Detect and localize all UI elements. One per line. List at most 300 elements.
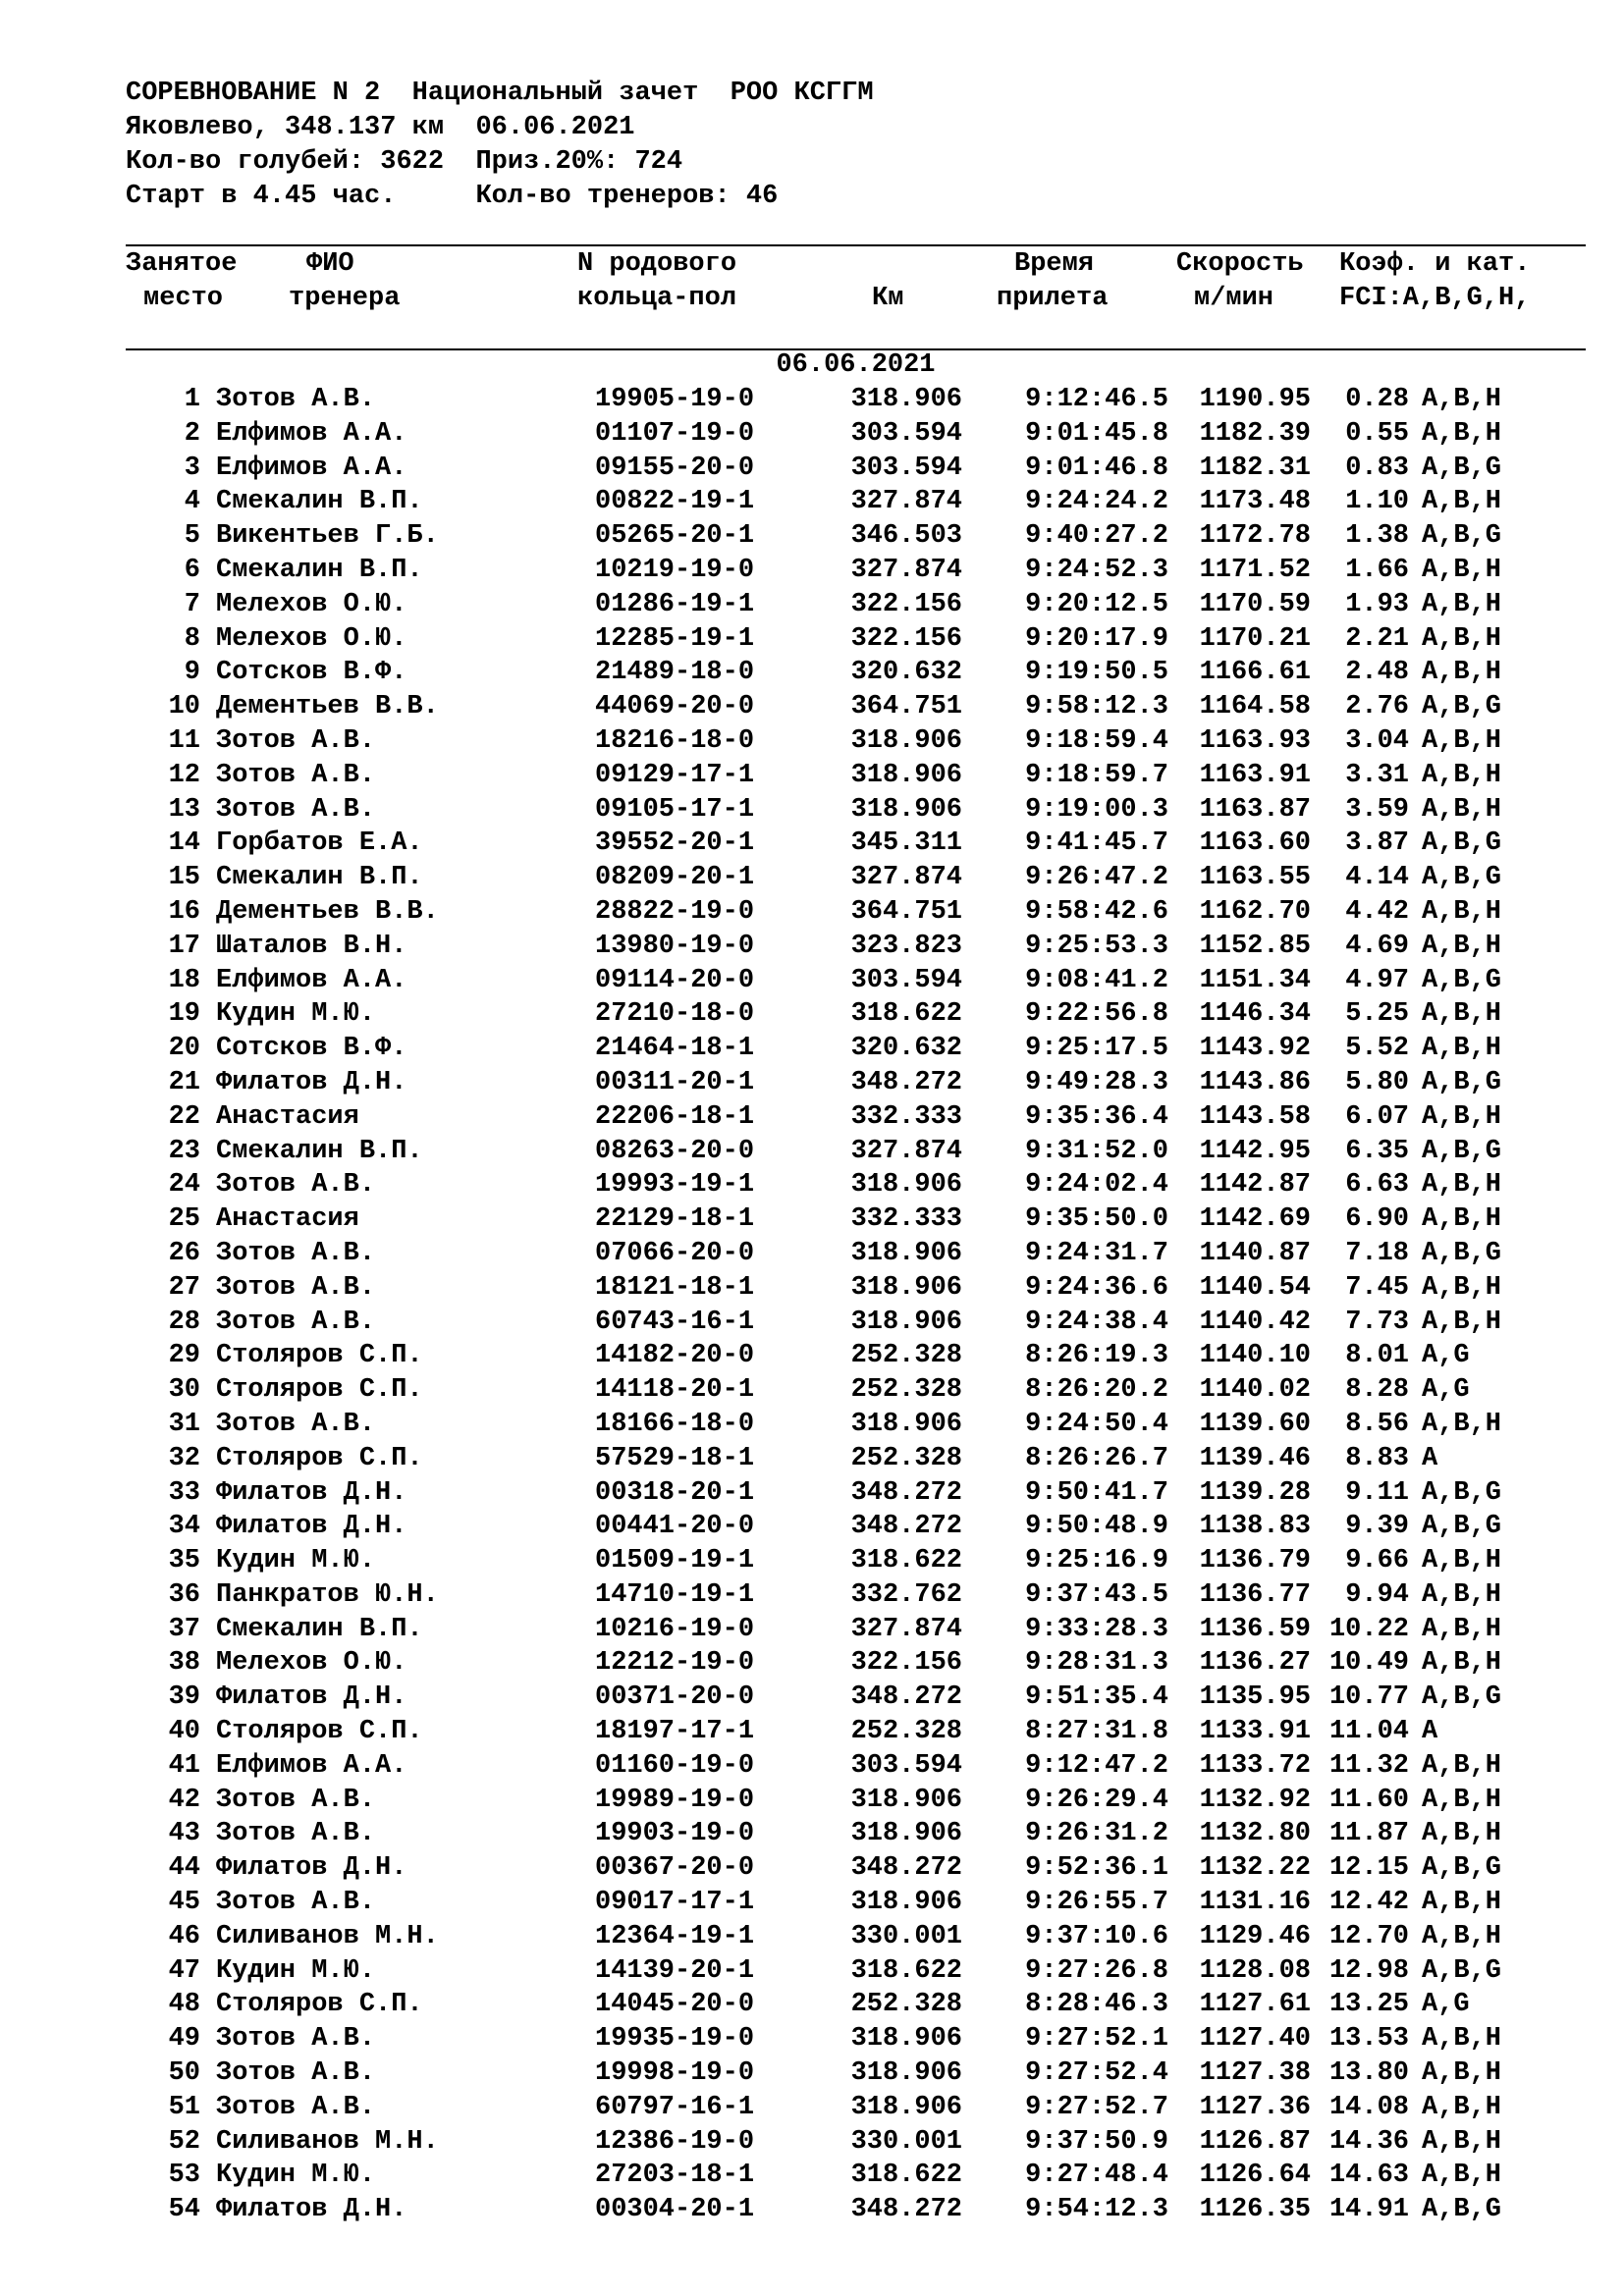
distance-km: 318.906 [850,2092,962,2122]
speed-value: 1140.42 [1199,1307,1311,1337]
fci-category: A,B,H [1422,385,1502,414]
arrival-time: 9:19:50.5 [1025,658,1168,688]
arrival-time: 9:24:50.4 [1025,1409,1168,1439]
place-number: 46 [168,1921,200,1951]
fci-category: A,B,H [1422,487,1502,517]
coefficient: 11.04 [1328,1717,1409,1747]
col-header-ring-1: N родового [577,249,737,279]
fci-category: A,B,H [1422,931,1502,961]
col-header-speed-1: Скорость [1176,249,1304,279]
trainer-name: Шаталов В.Н. [216,931,407,961]
coefficient: 1.66 [1345,555,1409,585]
trainer-name: Зотов А.В. [216,1307,376,1337]
table-row [0,417,1624,452]
fci-category: A,B,H [1422,2058,1502,2089]
speed-value: 1152.85 [1199,931,1311,961]
coefficient: 14.91 [1328,2195,1409,2225]
place-number: 21 [168,1067,200,1097]
trainer-name: Сотсков В.Ф. [216,658,407,688]
place-number: 5 [184,521,200,552]
trainer-name: Зотов А.В. [216,1409,376,1439]
speed-value: 1136.59 [1199,1614,1311,1644]
coefficient: 4.42 [1345,896,1409,927]
place-number: 22 [168,1101,200,1132]
speed-value: 1135.95 [1199,1682,1311,1713]
distance-km: 252.328 [850,1990,962,2020]
table-row [0,1408,1624,1442]
arrival-time: 9:26:55.7 [1025,1888,1168,1918]
arrival-time: 9:20:12.5 [1025,589,1168,619]
ring-number: 09129-17-1 [595,760,755,790]
distance-km: 318.906 [850,725,962,756]
arrival-time: 9:50:48.9 [1025,1512,1168,1542]
table-row [0,2159,1624,2193]
ring-number: 39552-20-1 [595,828,755,859]
distance-km: 346.503 [850,521,962,552]
fci-category: A,B,H [1422,1409,1502,1439]
table-row [0,1306,1624,1340]
distance-km: 364.751 [850,896,962,927]
arrival-time: 9:24:38.4 [1025,1307,1168,1337]
distance-km: 318.622 [850,999,962,1030]
coefficient: 5.25 [1345,999,1409,1030]
fci-category: A,B,G [1422,1853,1502,1884]
results-table [0,383,1624,2227]
place-number: 33 [168,1477,200,1508]
distance-km: 318.622 [850,1546,962,1576]
coefficient: 4.97 [1345,965,1409,995]
place-number: 40 [168,1717,200,1747]
coefficient: 1.38 [1345,521,1409,552]
table-row [0,930,1624,964]
table-row [0,861,1624,895]
fci-category: A,B,H [1422,999,1502,1030]
ring-number: 18216-18-0 [595,725,755,756]
fci-category: A,B,G [1422,1136,1502,1166]
place-number: 18 [168,965,200,995]
col-header-coef-2: FCI:A,B,G,H, [1339,284,1531,313]
table-row [0,1271,1624,1306]
arrival-time: 9:52:36.1 [1025,1853,1168,1884]
table-row [0,588,1624,622]
table-row [0,1646,1624,1681]
coefficient: 7.73 [1345,1307,1409,1337]
table-row [0,1749,1624,1784]
distance-km: 327.874 [850,487,962,517]
arrival-time: 8:26:19.3 [1025,1341,1168,1371]
distance-km: 318.906 [850,2058,962,2089]
speed-value: 1127.40 [1199,2024,1311,2055]
coefficient: 1.93 [1345,589,1409,619]
speed-value: 1139.60 [1199,1409,1311,1439]
place-number: 41 [168,1750,200,1781]
fci-category: A,B,H [1422,1546,1502,1576]
place-number: 42 [168,1785,200,1815]
place-number: 31 [168,1409,200,1439]
distance-km: 330.001 [850,1921,962,1951]
arrival-time: 9:24:31.7 [1025,1238,1168,1268]
col-header-name-2: тренера [289,284,401,313]
place-number: 15 [168,863,200,893]
fci-category: A,B,G [1422,453,1502,483]
speed-value: 1164.58 [1199,692,1311,722]
distance-km: 318.906 [850,1170,962,1201]
fci-category: A,B,H [1422,1204,1502,1235]
place-number: 51 [168,2092,200,2122]
trainer-name: Дементьев В.В. [216,896,439,927]
fci-category: A,B,H [1422,658,1502,688]
table-row [0,2022,1624,2056]
distance-km: 320.632 [850,658,962,688]
speed-value: 1173.48 [1199,487,1311,517]
arrival-time: 9:18:59.4 [1025,725,1168,756]
fci-category: A,B,H [1422,794,1502,825]
distance-km: 318.906 [850,1819,962,1849]
table-row [0,759,1624,793]
ring-number: 00311-20-1 [595,1067,755,1097]
trainer-name: Зотов А.В. [216,1785,376,1815]
coefficient: 9.11 [1345,1477,1409,1508]
place-number: 54 [168,2195,200,2225]
place-number: 7 [184,589,200,619]
arrival-time: 9:25:53.3 [1025,931,1168,961]
table-row [0,1202,1624,1237]
coefficient: 12.42 [1328,1888,1409,1918]
arrival-time: 8:26:26.7 [1025,1443,1168,1473]
arrival-time: 9:01:45.8 [1025,418,1168,449]
trainer-name: Столяров С.П. [216,1717,423,1747]
trainer-name: Викентьев Г.Б. [216,521,439,552]
speed-value: 1163.91 [1199,760,1311,790]
speed-value: 1162.70 [1199,896,1311,927]
fci-category: A,B,G [1422,1955,1502,1986]
coefficient: 14.08 [1328,2092,1409,2122]
place-number: 38 [168,1648,200,1679]
fci-category: A,B,H [1422,2092,1502,2122]
speed-value: 1132.80 [1199,1819,1311,1849]
ring-number: 21464-18-1 [595,1034,755,1064]
coefficient: 3.59 [1345,794,1409,825]
fci-category: A,B,H [1422,1307,1502,1337]
place-number: 26 [168,1238,200,1268]
arrival-time: 9:28:31.3 [1025,1648,1168,1679]
speed-value: 1163.93 [1199,725,1311,756]
fci-category: A,B,G [1422,1067,1502,1097]
coefficient: 7.18 [1345,1238,1409,1268]
col-header-name-1: ФИО [306,249,354,279]
coefficient: 14.36 [1328,2126,1409,2157]
ring-number: 01286-19-1 [595,589,755,619]
distance-km: 327.874 [850,1136,962,1166]
distance-km: 348.272 [850,1512,962,1542]
ring-number: 14139-20-1 [595,1955,755,1986]
fci-category: A,G [1422,1341,1470,1371]
table-row [0,690,1624,724]
fci-category: A,G [1422,1990,1470,2020]
col-header-time-1: Время [1014,249,1095,279]
fci-category: A,B,H [1422,1648,1502,1679]
trainer-name: Филатов Д.Н. [216,1067,407,1097]
distance-km: 318.906 [850,794,962,825]
table-row [0,1988,1624,2022]
ring-number: 00304-20-1 [595,2195,755,2225]
fci-category: A,B,H [1422,1614,1502,1644]
speed-value: 1139.28 [1199,1477,1311,1508]
ring-number: 18121-18-1 [595,1272,755,1303]
speed-value: 1140.10 [1199,1341,1311,1371]
ring-number: 19998-19-0 [595,2058,755,2089]
table-row [0,964,1624,998]
speed-value: 1127.36 [1199,2092,1311,2122]
fci-category: A,B,G [1422,521,1502,552]
trainer-name: Зотов А.В. [216,1888,376,1918]
speed-value: 1140.87 [1199,1238,1311,1268]
place-number: 9 [184,658,200,688]
table-row [0,1510,1624,1544]
arrival-time: 9:40:27.2 [1025,521,1168,552]
ring-number: 10216-19-0 [595,1614,755,1644]
distance-km: 327.874 [850,863,962,893]
table-row [0,622,1624,657]
speed-value: 1127.61 [1199,1990,1311,2020]
table-row [0,1100,1624,1135]
ring-number: 00318-20-1 [595,1477,755,1508]
fci-category: A,B,G [1422,1512,1502,1542]
speed-value: 1127.38 [1199,2058,1311,2089]
trainer-name: Столяров С.П. [216,1990,423,2020]
fci-category: A,B,G [1422,2195,1502,2225]
speed-value: 1182.31 [1199,453,1311,483]
arrival-time: 9:27:26.8 [1025,1955,1168,1986]
fci-category: A,B,H [1422,1888,1502,1918]
distance-km: 303.594 [850,965,962,995]
arrival-time: 9:12:47.2 [1025,1750,1168,1781]
speed-value: 1142.87 [1199,1170,1311,1201]
coefficient: 8.28 [1345,1375,1409,1406]
distance-km: 318.906 [850,1272,962,1303]
table-row [0,1237,1624,1271]
place-number: 48 [168,1990,200,2020]
speed-value: 1190.95 [1199,385,1311,414]
speed-value: 1172.78 [1199,521,1311,552]
ring-number: 00367-20-0 [595,1853,755,1884]
place-number: 13 [168,794,200,825]
table-row [0,656,1624,690]
ring-number: 10219-19-0 [595,555,755,585]
table-row [0,1784,1624,1818]
coefficient: 13.25 [1328,1990,1409,2020]
arrival-time: 9:27:48.4 [1025,2161,1168,2191]
fci-category: A,B,G [1422,828,1502,859]
arrival-time: 9:50:41.7 [1025,1477,1168,1508]
distance-km: 332.762 [850,1579,962,1610]
coefficient: 3.04 [1345,725,1409,756]
speed-value: 1151.34 [1199,965,1311,995]
trainer-name: Смекалин В.П. [216,1614,423,1644]
table-row [0,554,1624,588]
trainer-name: Кудин М.Ю. [216,1546,376,1576]
table-row [0,1066,1624,1100]
ring-number: 57529-18-1 [595,1443,755,1473]
table-row [0,1168,1624,1202]
ring-number: 08209-20-1 [595,863,755,893]
distance-km: 348.272 [850,1067,962,1097]
arrival-time: 9:20:17.9 [1025,623,1168,654]
coefficient: 12.98 [1328,1955,1409,1986]
distance-km: 348.272 [850,2195,962,2225]
competition-title: СОРЕВНОВАНИЕ N 2 Национальный зачет РОО КСГГМ [126,79,874,108]
trainer-name: Силиванов М.Н. [216,1921,439,1951]
col-header-km: Км [872,284,904,313]
col-header-place-1: Занятое [126,249,238,279]
trainer-name: Зотов А.В. [216,2092,376,2122]
trainer-name: Панкратов Ю.Н. [216,1579,439,1610]
place-number: 10 [168,692,200,722]
arrival-time: 8:26:20.2 [1025,1375,1168,1406]
speed-value: 1171.52 [1199,555,1311,585]
distance-km: 322.156 [850,1648,962,1679]
coefficient: 8.56 [1345,1409,1409,1439]
trainer-name: Зотов А.В. [216,385,376,414]
ring-number: 27210-18-0 [595,999,755,1030]
ring-number: 19989-19-0 [595,1785,755,1815]
distance-km: 348.272 [850,1477,962,1508]
coefficient: 5.52 [1345,1034,1409,1064]
ring-number: 14182-20-0 [595,1341,755,1371]
distance-km: 318.906 [850,1785,962,1815]
speed-value: 1166.61 [1199,658,1311,688]
speed-value: 1140.54 [1199,1272,1311,1303]
trainer-name: Филатов Д.Н. [216,1477,407,1508]
distance-km: 322.156 [850,623,962,654]
table-row [0,1578,1624,1613]
ring-number: 18166-18-0 [595,1409,755,1439]
coefficient: 6.63 [1345,1170,1409,1201]
coefficient: 8.83 [1345,1443,1409,1473]
coefficient: 1.10 [1345,487,1409,517]
speed-value: 1126.87 [1199,2126,1311,2157]
distance-km: 303.594 [850,1750,962,1781]
speed-value: 1170.21 [1199,623,1311,654]
ring-number: 19993-19-1 [595,1170,755,1201]
ring-number: 21489-18-0 [595,658,755,688]
distance-km: 252.328 [850,1341,962,1371]
table-row [0,997,1624,1032]
place-number: 27 [168,1272,200,1303]
distance-km: 252.328 [850,1443,962,1473]
place-number: 16 [168,896,200,927]
speed-value: 1126.35 [1199,2195,1311,2225]
arrival-time: 9:37:43.5 [1025,1579,1168,1610]
arrival-time: 9:27:52.7 [1025,2092,1168,2122]
distance-km: 348.272 [850,1682,962,1713]
ring-number: 19935-19-0 [595,2024,755,2055]
distance-km: 320.632 [850,1034,962,1064]
arrival-time: 9:51:35.4 [1025,1682,1168,1713]
speed-value: 1133.91 [1199,1717,1311,1747]
place-number: 36 [168,1579,200,1610]
table-row [0,1442,1624,1476]
trainer-name: Сотсков В.Ф. [216,1034,407,1064]
arrival-time: 9:25:16.9 [1025,1546,1168,1576]
coefficient: 11.60 [1328,1785,1409,1815]
speed-value: 1146.34 [1199,999,1311,1030]
coefficient: 3.31 [1345,760,1409,790]
ring-number: 00371-20-0 [595,1682,755,1713]
place-number: 24 [168,1170,200,1201]
coefficient: 6.07 [1345,1101,1409,1132]
speed-value: 1142.69 [1199,1204,1311,1235]
trainer-name: Елфимов А.А. [216,418,407,449]
place-number: 17 [168,931,200,961]
table-row [0,519,1624,554]
ring-number: 12364-19-1 [595,1921,755,1951]
speed-value: 1132.22 [1199,1853,1311,1884]
distance-km: 318.906 [850,1238,962,1268]
coefficient: 10.77 [1328,1682,1409,1713]
distance-km: 322.156 [850,589,962,619]
col-header-coef-1: Коэф. и кат. [1339,249,1531,279]
pigeon-count: Кол-во голубей: 3622 Приз.20%: 724 [126,147,683,177]
arrival-time: 9:49:28.3 [1025,1067,1168,1097]
table-row [0,1817,1624,1851]
fci-category: A,B,H [1422,1921,1502,1951]
col-header-place-2: место [143,284,224,313]
ring-number: 09105-17-1 [595,794,755,825]
table-row [0,2193,1624,2227]
coefficient: 9.66 [1345,1546,1409,1576]
arrival-time: 9:22:56.8 [1025,999,1168,1030]
ring-number: 12212-19-0 [595,1648,755,1679]
fci-category: A,B,G [1422,1682,1502,1713]
trainer-name: Елфимов А.А. [216,453,407,483]
distance-km: 303.594 [850,453,962,483]
place-number: 29 [168,1341,200,1371]
table-row [0,383,1624,417]
trainer-name: Смекалин В.П. [216,1136,423,1166]
coefficient: 4.69 [1345,931,1409,961]
table-row [0,1681,1624,1715]
arrival-time: 9:35:36.4 [1025,1101,1168,1132]
place-number: 37 [168,1614,200,1644]
table-row [0,1135,1624,1169]
fci-category: A,B,H [1422,1101,1502,1132]
trainer-name: Силиванов М.Н. [216,2126,439,2157]
coefficient: 3.87 [1345,828,1409,859]
trainer-name: Мелехов О.Ю. [216,1648,407,1679]
trainer-name: Зотов А.В. [216,1238,376,1268]
arrival-time: 9:54:12.3 [1025,2195,1168,2225]
place-number: 35 [168,1546,200,1576]
distance-km: 318.906 [850,2024,962,2055]
place-number: 39 [168,1682,200,1713]
trainer-name: Кудин М.Ю. [216,2161,376,2191]
fci-category: A,B,H [1422,1272,1502,1303]
table-row [0,2125,1624,2160]
coefficient: 13.80 [1328,2058,1409,2089]
distance-km: 332.333 [850,1101,962,1132]
fci-category: A [1422,1717,1438,1747]
distance-km: 318.622 [850,2161,962,2191]
distance-km: 318.906 [850,385,962,414]
trainer-name: Филатов Д.Н. [216,1682,407,1713]
trainer-name: Столяров С.П. [216,1341,423,1371]
trainer-name: Смекалин В.П. [216,555,423,585]
fci-category: A,B,H [1422,623,1502,654]
ring-number: 08263-20-0 [595,1136,755,1166]
fci-category: A,B,H [1422,1819,1502,1849]
fci-category: A,B,H [1422,2024,1502,2055]
